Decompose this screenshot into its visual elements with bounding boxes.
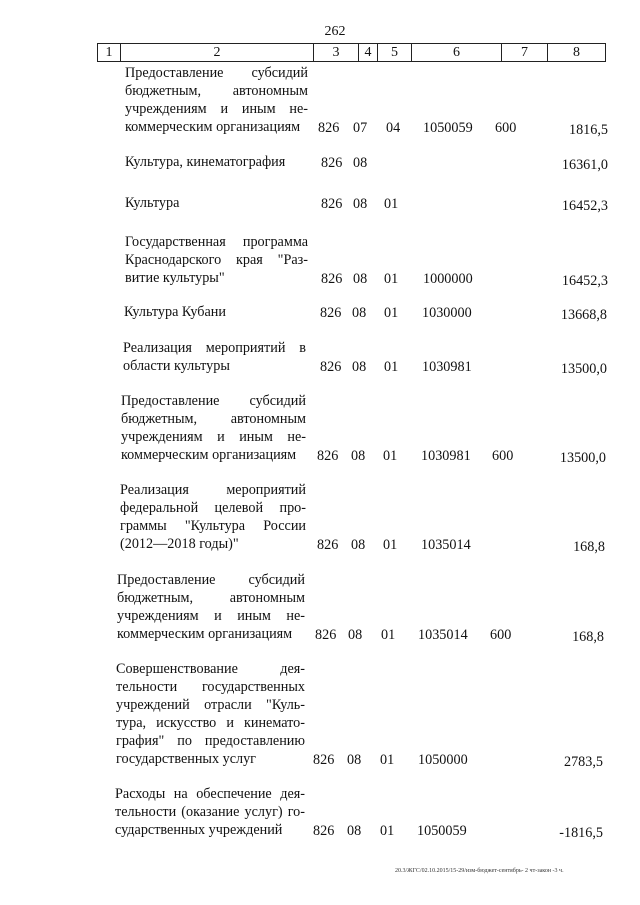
description-line: коммерческим организациям	[117, 626, 293, 642]
code-target: 1050000	[418, 752, 468, 768]
description-line: Культура, кинематография	[125, 154, 286, 170]
code-ministry: 826	[320, 305, 342, 321]
description-line: учреждениям и иным не-	[125, 101, 308, 117]
description-line: области культуры	[123, 358, 230, 374]
description-line: Культура Кубани	[124, 304, 226, 320]
row-description	[116, 660, 305, 768]
code-subsection: 01	[384, 196, 399, 212]
code-target: 1035014	[421, 537, 471, 553]
description-line: учреждениям и иным не-	[117, 608, 305, 624]
code-target: 1030000	[422, 305, 472, 321]
row-description	[125, 194, 308, 212]
table-header	[97, 43, 605, 62]
code-section: 08	[353, 155, 368, 171]
code-section: 08	[352, 305, 367, 321]
code-subsection: 04	[386, 120, 401, 136]
description-line: графия" по предоставлению	[116, 733, 305, 749]
description-line: Краснодарского края "Раз-	[125, 252, 308, 268]
description-line: учреждениям и иным не-	[121, 429, 306, 445]
description-line: (2012—2018 годы)"	[120, 536, 239, 552]
amount: 168,8	[572, 629, 604, 645]
description-line: Реализация мероприятий	[120, 482, 306, 498]
description-line: бюджетным, автономным	[117, 590, 305, 606]
row-description	[120, 481, 306, 553]
row-description	[123, 339, 306, 375]
code-target: 1050059	[417, 823, 467, 839]
description-line: сударственных учреждений	[115, 822, 283, 838]
description-line: Предоставление субсидий	[125, 65, 308, 81]
code-ministry: 826	[320, 359, 342, 375]
description-line: Культура	[125, 195, 180, 211]
header-cell-6: 6	[411, 43, 502, 62]
amount: 13668,8	[560, 307, 607, 323]
code-target: 1030981	[422, 359, 472, 375]
description-line: учреждений отрасли "Куль-	[116, 697, 305, 713]
amount: 168,8	[573, 539, 605, 555]
description-line: коммерческим организациям	[121, 447, 297, 463]
code-expense-type: 600	[490, 627, 512, 643]
code-ministry: 826	[321, 271, 343, 287]
description-line: тельности (оказание услуг) го-	[115, 804, 305, 820]
row-description	[121, 392, 306, 464]
code-section: 08	[347, 823, 362, 839]
code-section: 08	[353, 271, 368, 287]
header-cell-3: 3	[313, 43, 359, 62]
amount: 2783,5	[563, 754, 603, 770]
header-cell-1: 1	[97, 43, 121, 62]
description-line: Предоставление субсидий	[121, 393, 306, 409]
code-section: 08	[348, 627, 363, 643]
code-expense-type: 600	[495, 120, 517, 136]
code-subsection: 01	[384, 271, 399, 287]
code-ministry: 826	[321, 196, 343, 212]
description-line: государственных услуг	[116, 751, 256, 767]
code-subsection: 01	[381, 627, 396, 643]
header-cell-4: 4	[358, 43, 378, 62]
code-target: 1000000	[423, 271, 473, 287]
code-ministry: 826	[313, 823, 335, 839]
page-number: 262	[324, 24, 346, 39]
amount: 16452,3	[561, 273, 608, 289]
code-ministry: 826	[317, 448, 339, 464]
row-description	[117, 571, 305, 643]
description-line: Предоставление субсидий	[117, 572, 305, 588]
amount: 1816,5	[568, 122, 608, 138]
description-line: тура, искусство и кинемато-	[116, 715, 305, 731]
code-subsection: 01	[380, 752, 395, 768]
code-section: 08	[353, 196, 368, 212]
description-line: тельности государственных	[116, 679, 305, 695]
description-line: бюджетным, автономным	[121, 411, 306, 427]
code-subsection: 01	[383, 448, 398, 464]
row-description	[125, 233, 308, 287]
description-line: бюджетным, автономным	[125, 83, 308, 99]
code-ministry: 826	[315, 627, 337, 643]
code-ministry: 826	[317, 537, 339, 553]
code-section: 08	[347, 752, 362, 768]
description-line: Расходы на обеспечение дея-	[115, 786, 305, 802]
amount: 16361,0	[561, 157, 608, 173]
code-section: 07	[353, 120, 368, 136]
description-line: Совершенствование дея-	[116, 661, 305, 677]
code-ministry: 826	[321, 155, 343, 171]
description-line: Реализация мероприятий в	[123, 340, 306, 356]
code-subsection: 01	[384, 305, 399, 321]
header-cell-5: 5	[377, 43, 412, 62]
code-section: 08	[351, 448, 366, 464]
code-subsection: 01	[383, 537, 398, 553]
row-description	[124, 303, 307, 321]
description-line: витие культуры"	[125, 270, 225, 286]
code-ministry: 826	[318, 120, 340, 136]
code-subsection: 01	[384, 359, 399, 375]
amount: -1816,5	[559, 825, 603, 841]
header-cell-2: 2	[120, 43, 314, 62]
code-subsection: 01	[380, 823, 395, 839]
row-description	[115, 785, 305, 839]
code-target: 1035014	[418, 627, 468, 643]
code-section: 08	[352, 359, 367, 375]
amount: 13500,0	[560, 361, 607, 377]
header-cell-8: 8	[547, 43, 606, 62]
description-line: Государственная программа	[125, 234, 308, 250]
description-line: граммы "Культура России	[120, 518, 306, 534]
code-target: 1030981	[421, 448, 471, 464]
code-target: 1050059	[423, 120, 473, 136]
code-ministry: 826	[313, 752, 335, 768]
header-cell-7: 7	[501, 43, 548, 62]
row-description	[125, 153, 308, 171]
amount: 13500,0	[559, 450, 606, 466]
row-description	[125, 64, 308, 136]
code-expense-type: 600	[492, 448, 514, 464]
amount: 16452,3	[561, 198, 608, 214]
code-section: 08	[351, 537, 366, 553]
footer-code: 20.3/ЖГС/02.10.2015/15-29/изм-бюджет-сентябрь- 2 чт-закон -3 ч.	[395, 868, 564, 874]
description-line: федеральной целевой про-	[120, 500, 306, 516]
description-line: коммерческим организациям	[125, 119, 301, 135]
